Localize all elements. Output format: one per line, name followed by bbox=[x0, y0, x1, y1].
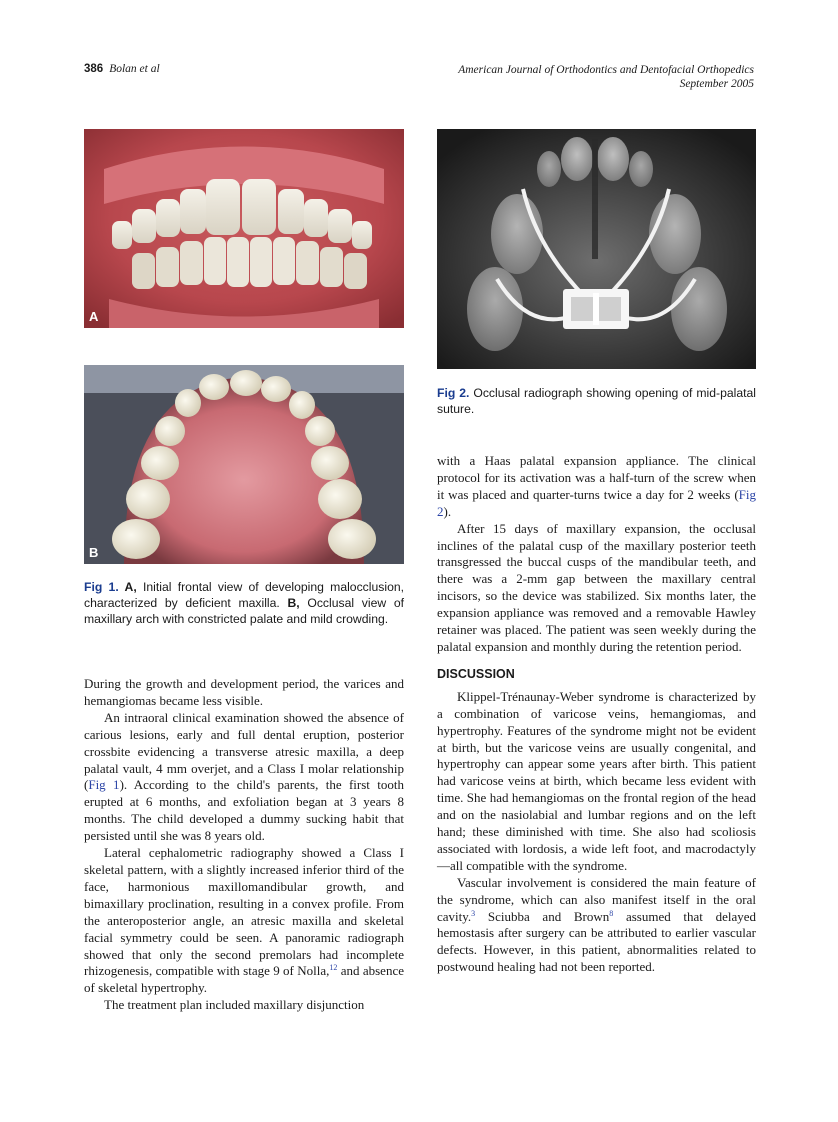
page-number: 386 bbox=[84, 63, 104, 75]
reference-12-link[interactable]: 12 bbox=[329, 963, 338, 973]
paragraph: During the growth and development period, the varices and hemangiomas became less visible. bbox=[84, 676, 404, 708]
running-head-right bbox=[458, 63, 754, 91]
fig1-caption-b-label: B, bbox=[287, 596, 300, 610]
fig1-panel-a-photo bbox=[84, 129, 404, 328]
fig1-caption bbox=[84, 579, 404, 627]
fig1-panel-b-photo bbox=[84, 365, 404, 564]
fig1-caption-label: Fig 1. bbox=[84, 580, 119, 594]
fig2-caption-label: Fig 2. bbox=[437, 386, 470, 400]
paragraph: Klippel-Trénaunay-Weber syndrome is characterized by a combination of varicose veins, hemangiomas, and hypertrophy. Features of the syndrome might not be evident at birth, but the varicose veins are usually congenital, and hypertrophy can appear some years after birth. This patient had varicose veins at birth, which became less evident with time. She had hemangiomas on the frontal region of the head and on the nasiolabial and lumbar regions and on the left hand; these diminished with time. She also had scoliosis associated with lordosis, a wide left foot, and macrodactyly—all compatible with the syndrome. bbox=[437, 688, 756, 873]
right-text-column bbox=[437, 453, 756, 976]
fig1-reference-link[interactable]: Fig 1 bbox=[88, 777, 120, 793]
fig2-caption bbox=[437, 385, 756, 417]
paragraph: Lateral cephalometric radiography showed a Class I skeletal pattern, with a slightly increased inferior third of the face, harmonious maxillomandibular growth, and bimaxillary proclination, resulting in a convex profile. From the anteroposterior angle, an atresic maxilla and skeletal facial symmetry could be seen. A panoramic radiograph showed that only the second premolars had incomplete rhizogenesis, compatible with stage 9 of Nolla,$^{12}$ and absence of skeletal hypertrophy. bbox=[84, 845, 404, 996]
journal-title: American Journal of Orthodontics and Dentofacial Orthopedics bbox=[458, 64, 754, 76]
frontal-teeth-image bbox=[84, 129, 404, 328]
section-heading-discussion: DISCUSSION bbox=[437, 666, 515, 681]
reference-8-link[interactable]: 8 bbox=[609, 908, 614, 918]
paragraph: Vascular involvement is considered the main feature of the syndrome, which can also manifest itself in the oral cavity.$^3$ Sciubba and Brown$^8$ assumed that delayed hemostasis after surgery can be attributed to earlier vascular defects. However, in this patient, abnormalities related to postwound healing had not been reported. bbox=[437, 874, 756, 975]
paragraph: The treatment plan included maxillary disjunction bbox=[104, 997, 365, 1013]
left-text-column bbox=[84, 676, 404, 1014]
issue-date: September 2005 bbox=[679, 78, 754, 90]
fig1-caption-a-label: A, bbox=[124, 580, 137, 594]
paragraph: with a Haas palatal expansion appliance. The clinical protocol for its activation was a half-turn of the screw when it was placed and quarter-turns twice a day for 2 weeks (Fig 2). bbox=[437, 453, 756, 519]
fig2-caption-text: Occlusal radiograph showing opening of mid-palatal suture. bbox=[437, 386, 757, 416]
paragraph: An intraoral clinical examination showed the absence of carious lesions, early and full dental eruption, posterior crossbite evidencing a transverse atresic maxilla, a deep palatal vault, 4 mm overjet, and a Class I molar relationship (Fig 1). According to the child's parents, the first tooth erupted at 6 months, and exfoliation began at 3 years 8 months. The child developed a dummy sucking habit that persisted until she was 8 years old. bbox=[84, 709, 404, 844]
fig1-caption-a-text: Initial frontal view of developing malocclusion, characterized by deficient maxilla. bbox=[84, 580, 405, 610]
running-head-left bbox=[84, 63, 160, 75]
reference-3-link[interactable]: 3 bbox=[471, 908, 476, 918]
occlusal-arch-image bbox=[84, 365, 404, 564]
fig2-reference-link[interactable]: Fig 2 bbox=[437, 486, 756, 519]
fig1-caption-b-text: Occlusal view of maxillary arch with constricted palate and mild crowding. bbox=[84, 596, 404, 626]
fig2-radiograph bbox=[437, 129, 756, 369]
occlusal-radiograph-image bbox=[437, 129, 756, 369]
fig1-panel-a-letter: A bbox=[89, 309, 99, 324]
fig1-panel-b-letter: B bbox=[89, 545, 99, 560]
running-head-authors: Bolan et al bbox=[109, 63, 160, 75]
paragraph: After 15 days of maxillary expansion, the occlusal inclines of the palatal cusp of the maxillary posterior teeth transgressed the buccal cusps of the mandibular teeth, and there was a 2-mm gap between the maxillary central incisors, so the device was stabilized. Six months later, the expansion appliance was removed and a removable Hawley retainer was placed. The patient was seen weekly during the palatal expansion and monthly during the retention period. bbox=[437, 520, 756, 654]
